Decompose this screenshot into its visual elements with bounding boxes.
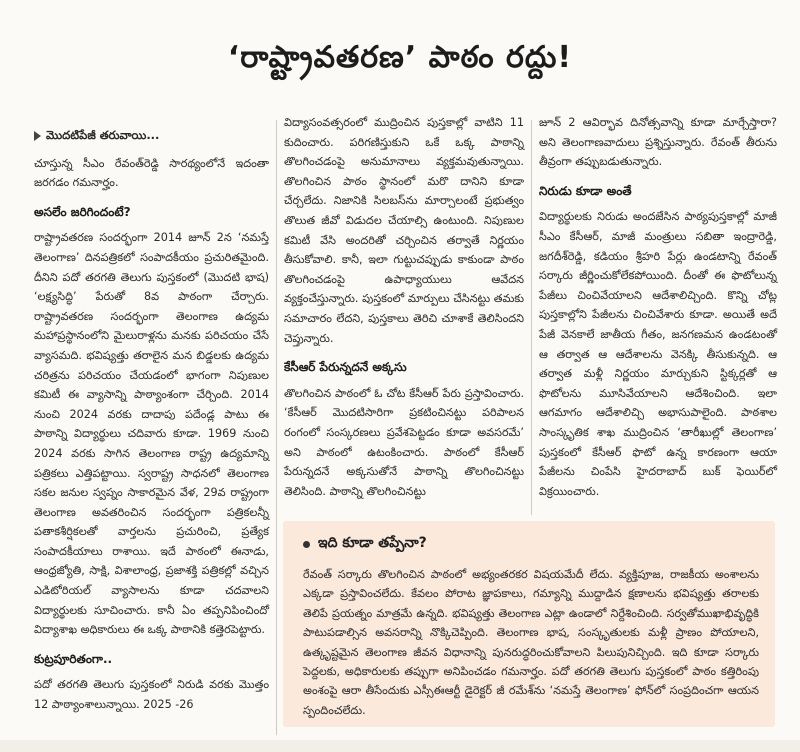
paragraph-kcr-name: తొలగించిన పాఠంలో ఓ చోట కేసీఆర్ పేరు ప్రస్తావించారు. ‘కేసీఆర్ మొదటిసారిగా ప్రకటించినట్టు పరిపాలన రంగంలో సంస్కరణలు ప్రవేశపెట్టడం కూడా అవసరమే’ అని పాఠంలో ఉటంకించారు. పాఠంలో కేసీఆర్ పేరున్నదనే అక్కసుతోనే పాఠాన్ని తొలగించినట్టు తెలిసింది. పాఠాన్ని తొలగించినట్టు bbox=[284, 386, 524, 498]
column-divider bbox=[276, 120, 277, 735]
paragraph-syllabus: విద్యాసంవత్సరంలో ముద్రించిన పుస్తకాల్లో వాటిని 11 కుదించారు. పరిగణిస్తుకుని ఒకే ఒక్క పాఠాన్ని తొలగించడంపై అనుమానాలు వ్యక్తమవుతున్నాయి. తొలగించిన పాఠం స్థానంలో మరొ దానిని కూడా చేర్చలేదు. నిజానికి సిలబస్‌ను మార్చాలంటే ప్రభుత్వం తొలుత జీవో విడుదల చేయాల్సి ఉంటుంది. నిపుణుల కమిటీ వేసి అందరితో చర్చించిన తర్వాతే నిర్ణయం తీసుకోవాలి. కానీ, ఇలా గుట్టుచప్పుడు కాకుండా పాఠం తొలగించడంపై ఉపాధ్యాయులు ఆవేదన వ్యక్తంచేస్తున్నారు. పుస్తకంలో మార్పులు చేసినట్టు తమకు సమాచారం లేదని, పుస్తకాలు తెరిచి చూశాకే తెలిసిందని చెప్తున్నారు. bbox=[284, 116, 524, 345]
sidebar-box bbox=[283, 521, 775, 727]
continued-from-text: మొదటిపేజీ తరువాయి... bbox=[46, 128, 160, 142]
subhead-kcr-name: కేసీఆర్ పేరున్నదనే అక్కసు bbox=[284, 360, 407, 375]
paragraph-conspiracy: పదో తరగతి తెలుగు పుస్తకంలో నిరుడి వరకు మొత్తం 12 పాఠ్యాంశాలున్నాయి. 2025 -26 bbox=[34, 678, 269, 712]
page-bottom-strip bbox=[0, 740, 800, 752]
column-2 bbox=[284, 113, 524, 503]
intro-paragraph: చూస్తున్న సీఎం రేవంత్‌రెడ్డి సారథ్యంలోనే ఇదంతా జరగడం గమనార్హం. bbox=[34, 156, 269, 190]
box-title bbox=[303, 535, 427, 554]
subhead-what-happened: అసలేం జరిగిందంటే? bbox=[34, 204, 131, 219]
continued-from-label bbox=[34, 126, 269, 146]
box-title-text: ఇది కూడా తప్పేనా? bbox=[318, 535, 427, 551]
subhead-last-year: నిరుడు కూడా అంతే bbox=[539, 183, 632, 198]
arrow-right-icon bbox=[34, 131, 41, 141]
subhead-conspiracy: కుట్రపూరితంగా.. bbox=[34, 651, 113, 666]
paragraph-last-year: విద్యార్థులకు నిరుడు అందజేసిన పాఠ్యపుస్తకాల్లో మాజీ సీఎం కేసీఆర్, మాజీ మంత్రులు సబితా ఇంద్రారెడ్డి, జగదీశ్‌రెడ్డి, కడియం శ్రీహరి పేర్లు ఉండటాన్ని రేవంత్ సర్కారు జీర్ణించుకోలేకపోయింది. దీంతో ఈ ఫొటోలున్న పేజీలు చించివేయాలని ఆదేశాలిచ్చింది. కొన్ని చోట్ల పుస్తకాల్లోని పేజీలను చించివేశారు కూడా. అయితే అదే పేజీ వెనకాలే జాతీయ గీతం, జనగణమన ఉండటంతో ఆ తర్వాత ఆ ఆదేశాలను వెనక్కి తీసుకున్నది. ఆ తర్వాత మళ్లీ నిర్ణయం మార్చుకుని స్టిక్కర్లతో ఆ ఫొటోలను మూసివేయాలని ఆదేశించింది. ఇలా ఆగమాగం ఆదేశాలిచ్చి అభాసుపాలైంది. పాఠశాల సాంస్కృతిక శాఖ ముద్రించిన ‘తారీఖుల్లో తెలంగాణ’ పుస్తకంలో కేసీఆర్ ఫొటో ఉన్న కారణంగా ఆయా పేజీలను చింపేసి హైదరాబాద్ బుక్ ఫెయిర్‌లో విక్రయించారు. bbox=[539, 210, 777, 498]
column-1 bbox=[34, 126, 269, 717]
bullet-icon bbox=[303, 541, 310, 548]
box-body: రేవంత్ సర్కారు తొలగించిన పాఠంలో అభ్యంతరకర విషయమేదీ లేదు. వ్యక్తిపూజ, రాజకీయ అంశాలను ఎక్కడా ప్రస్తావించలేదు. కేవలం పోరాట జ్ఞాపకాలు, గమ్యాన్ని ముద్దాడిన క్షణాలను భవిష్యత్తు తరాలకు తెలిపే ప్రయత్నం మాత్రమే ఉన్నది. భవిష్యత్తు తెలంగాణ ఎట్లా ఉండాలో నిర్దేశించింది. సర్వతోముఖాభివృద్ధికి పాటుపడాల్సిన అవసరాన్ని నొక్కిచెప్పింది. తెలంగాణ భాష, సంస్కృతులకు మళ్లీ ప్రాణం పోయాలని, ఉత్కృష్టమైన తెలంగాణ జీవన విధానాన్ని పునరుద్ధరించుకోవాలని పిలుపునిచ్చింది. ఇది కూడా సర్కారు పెద్దలకు, అధికారులకు తప్పుగా అనిపించడం గమనార్హం. పదో తరగతి తెలుగు పుస్తకంలో పాఠం కత్తిరింపు అంశంపై ఆరా తీసేందుకు ఎస్సీఈఆర్టీ డైరెక్టర్ జీ రమేశ్‌ను ‘నమస్తే తెలంగాణ’ ఫోన్‌లో సంప్రదించగా ఆయన స్పందించలేదు. bbox=[303, 568, 759, 717]
paragraph-june-2: జూన్ 2 ఆవిర్భావ దినోత్సవాన్ని కూడా మార్చేస్తారా? అని తెలంగాణవాదులు ప్రశ్నిస్తున్నారు. రేవంత్ తీరును తీవ్రంగా తప్పుబడుతున్నారు. bbox=[539, 116, 777, 169]
column-divider bbox=[531, 120, 532, 515]
headline: ‘రాష్ట్రావతరణ’ పాఠం రద్దు! bbox=[227, 40, 573, 75]
paragraph-what-happened: రాష్ట్రావతరణ సందర్భంగా 2014 జూన్ 2న ‘నమస్తే తెలంగాణ’ దినపత్రికలో సంపాదకీయం ప్రచురితమైంది. దీనిని పదో తరగతి తెలుగు పుస్తకంలో (మొదటి భాష) ‘లక్ష్యసిద్ధి’ పేరుతో 8వ పాఠంగా చేర్చారు. రాష్ట్రావతరణ సందర్భంగా తెలంగాణ ఉద్యమ మహాప్రస్థానంలోని మైలురాళ్లను మనకు పరిచయం చేసే వ్యాసమది. భవిష్యత్తు తరాలైన మన బిడ్డలకు ఉద్యమ చరిత్రను పరిచయం చేయడంలో భాగంగా నిపుణుల కమిటీ ఈ వ్యాసాన్ని పాఠ్యాంశంగా చేర్చింది. 2014 నుంచి 2024 వరకు దాదాపు పదేండ్ల పాటు ఈ పాఠాన్ని విద్యార్థులు చదివారు కూడా. 1969 నుంచి 2024 వరకు సాగిన తెలంగాణ రాష్ట్ర ఉద్యమాన్ని పత్రికలు ఎత్తిపట్టాయి. స్వరాష్ట్ర సాధనలో తెలంగాణ సకల జనుల స్వప్నం సాకారమైన వేళ, 29వ రాష్ట్రంగా తెలంగాణ అవతరించిన సందర్భంగా పత్రికలన్నీ పతాకశీర్షికలతో వార్తలను ప్రచురించి, ప్రత్యేక సంపాదకీయాలు రాశాయి. ఇదే పాఠంలో ఈనాడు, ఆంధ్రజ్యోతి, సాక్షి, విశాలాంధ్ర, ప్రజాశక్తి పత్రికల్లో వచ్చిన ఎడిటోరియల్ వ్యాసాలను కూడా చదవాలని విద్యార్థులకు సూచించారు. కానీ ఏం తప్పనిపించిందో విద్యాశాఖ అధికారులు ఈ ఒక్క పాఠానికి కత్తెరపెట్టారు. bbox=[34, 231, 269, 637]
column-3 bbox=[539, 113, 777, 503]
